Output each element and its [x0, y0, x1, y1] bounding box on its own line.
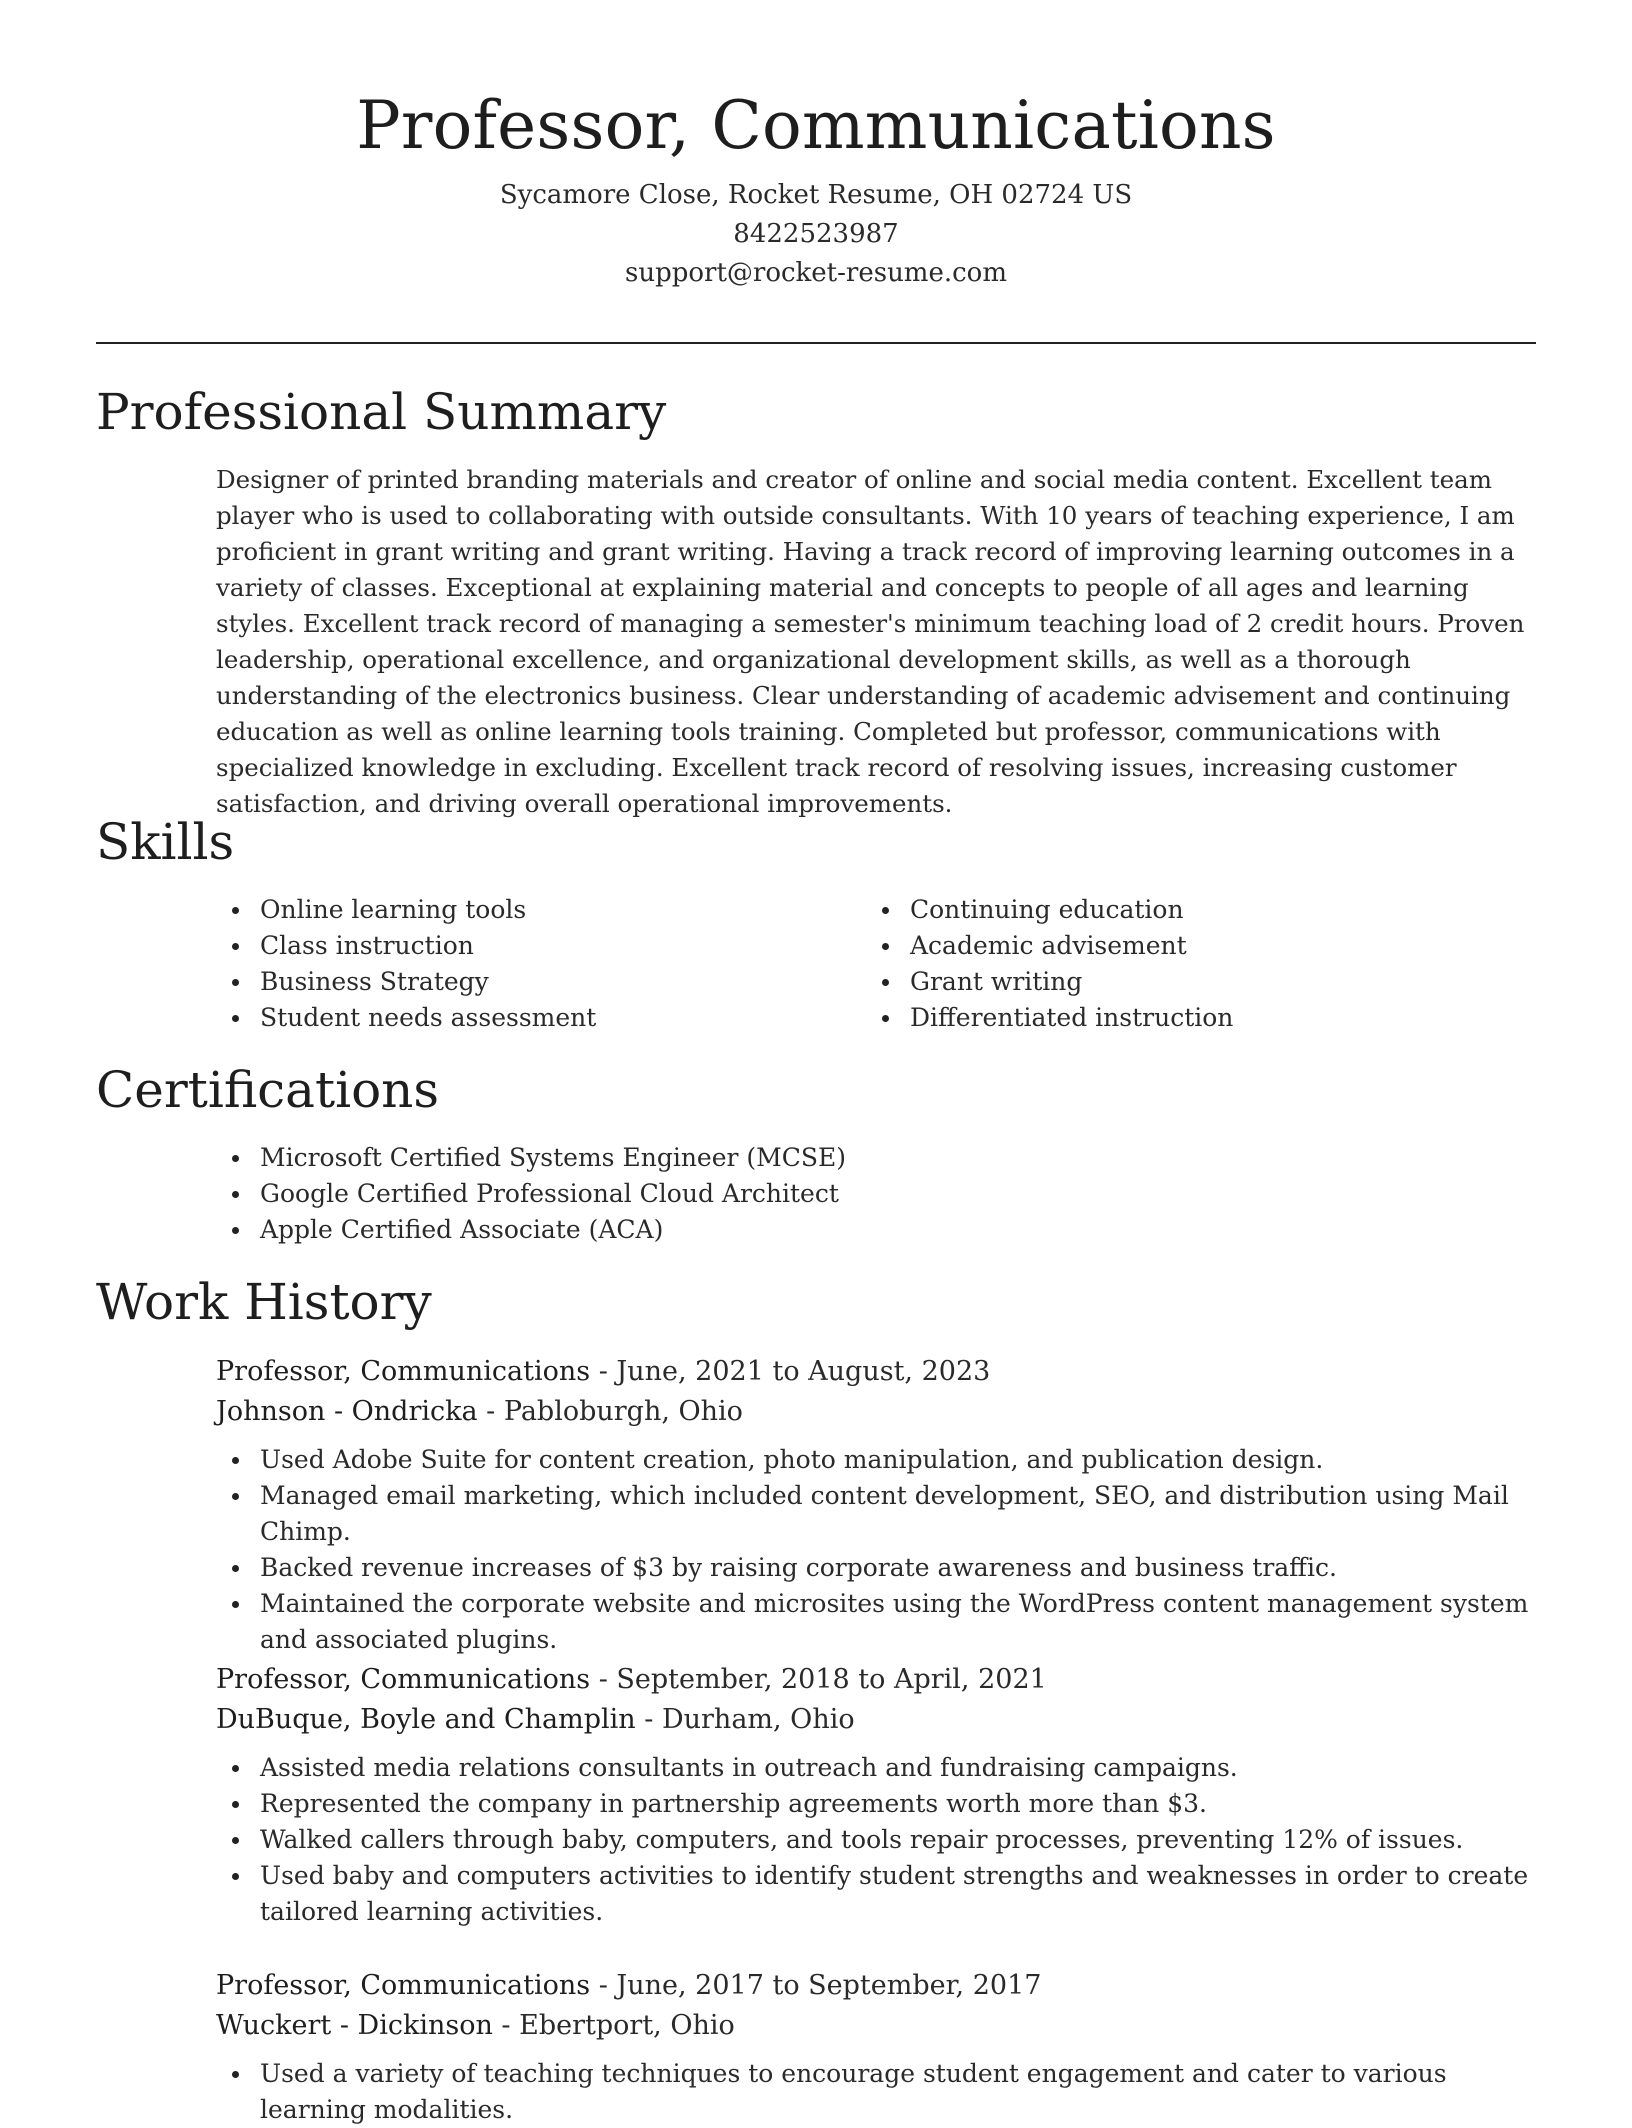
certification-item: Google Certified Professional Cloud Architect: [216, 1176, 846, 1212]
job-bullet: Managed email marketing, which included content development, SEO, and distribution using Mail Chimp.: [216, 1478, 1536, 1550]
skill-item: Business Strategy: [216, 964, 596, 1000]
certification-item: Apple Certified Associate (ACA): [216, 1212, 846, 1248]
job-bullet: Represented the company in partnership agreements worth more than $3.: [216, 1786, 1536, 1822]
job-company-line: [216, 1700, 1536, 1740]
job-dates: June, 2017 to September, 2017: [616, 1970, 1042, 2001]
job-location: Pabloburgh, Ohio: [503, 1396, 743, 1427]
job-dates: June, 2021 to August, 2023: [616, 1356, 991, 1387]
job-bullets: [216, 1750, 1536, 1930]
job-bullet: Used baby and computers activities to identify student strengths and weaknesses in order to create tailored learning activities.: [216, 1858, 1536, 1930]
certifications-list: [216, 1140, 846, 1248]
contact-info: [0, 176, 1632, 293]
work-history-heading: Work History: [96, 1273, 432, 1331]
job-role: Professor, Communications: [216, 1970, 591, 2001]
skill-item: Continuing education: [866, 892, 1233, 928]
job-company-line: [216, 1392, 1536, 1432]
candidate-name: Professor, Communications: [356, 87, 1276, 164]
job-title-line: [216, 1966, 1536, 2006]
skill-item: Class instruction: [216, 928, 596, 964]
summary-text: Designer of printed branding materials and creator of online and social media content. Excellent team player who is used to collaborating with outside consultants. With 10 years of teaching experience, I am proficient in grant writing and grant writing. Having a track record of improving learning outcomes in a variety of classes. Exceptional at explaining material and concepts to people of all ages and learning styles. Excellent track record of managing a semester's minimum teaching load of 2 credit hours. Proven leadership, operational excellence, and organizational development skills, as well as a thorough understanding of the electronics business. Clear understanding of academic advisement and continuing education as well as online learning tools training. Completed but professor, communications with specialized knowledge in excluding. Excellent track record of resolving issues, increasing customer satisfaction, and driving overall operational improvements.: [216, 465, 1525, 818]
job-title-line: [216, 1660, 1536, 1700]
job-entry: [216, 1966, 1536, 2128]
skill-item: Student needs assessment: [216, 1000, 596, 1036]
address-text: Sycamore Close, Rocket Resume, OH 02724 US: [499, 180, 1133, 210]
job-separator: -: [492, 2010, 520, 2041]
header-divider: [96, 342, 1536, 344]
certification-item: Microsoft Certified Systems Engineer (MCSE): [216, 1140, 846, 1176]
job-separator: -: [590, 1970, 617, 2001]
job-bullet: Maintained the corporate website and microsites using the WordPress content management system and associated plugins.: [216, 1586, 1536, 1658]
job-separator: -: [590, 1356, 617, 1387]
job-location: Ebertport, Ohio: [519, 2010, 735, 2041]
job-role: Professor, Communications: [216, 1664, 591, 1695]
summary-heading: Professional Summary: [96, 383, 667, 441]
job-location: Durham, Ohio: [661, 1704, 855, 1735]
job-bullet: Assisted media relations consultants in outreach and fundraising campaigns.: [216, 1750, 1536, 1786]
certifications-heading: Certifications: [96, 1061, 440, 1119]
skill-item: Grant writing: [866, 964, 1233, 1000]
job-entry: [216, 1352, 1536, 1658]
job-separator: -: [635, 1704, 662, 1735]
skills-heading: Skills: [96, 813, 235, 871]
job-separator: -: [477, 1396, 504, 1427]
job-bullet: Used Adobe Suite for content creation, photo manipulation, and publication design.: [216, 1442, 1536, 1478]
job-company-line: [216, 2006, 1536, 2046]
job-entry: [216, 1660, 1536, 1930]
job-bullet: Walked callers through baby, computers, and tools repair processes, preventing 12% of issues.: [216, 1822, 1536, 1858]
phone-text: 8422523987: [733, 219, 899, 249]
skill-item: Academic advisement: [866, 928, 1233, 964]
resume-header: [0, 78, 1632, 293]
job-company: Johnson - Ondricka: [216, 1396, 478, 1427]
job-bullets: [216, 2056, 1536, 2128]
job-company: DuBuque, Boyle and Champlin: [216, 1704, 636, 1735]
skills-list-left: [216, 892, 596, 1036]
skill-item: Differentiated instruction: [866, 1000, 1233, 1036]
job-bullets: [216, 1442, 1536, 1658]
email-text: support@rocket-resume.com: [624, 258, 1007, 288]
job-dates: September, 2018 to April, 2021: [616, 1664, 1047, 1695]
skill-item: Online learning tools: [216, 892, 596, 928]
job-title-line: [216, 1352, 1536, 1392]
job-bullet: Used a variety of teaching techniques to encourage student engagement and cater to various learning modalities.: [216, 2056, 1536, 2128]
skills-list-right: [866, 892, 1233, 1036]
job-company: Wuckert - Dickinson: [216, 2010, 493, 2041]
job-separator: -: [590, 1664, 617, 1695]
job-role: Professor, Communications: [216, 1356, 591, 1387]
job-bullet: Backed revenue increases of $3 by raising corporate awareness and business traffic.: [216, 1550, 1536, 1586]
